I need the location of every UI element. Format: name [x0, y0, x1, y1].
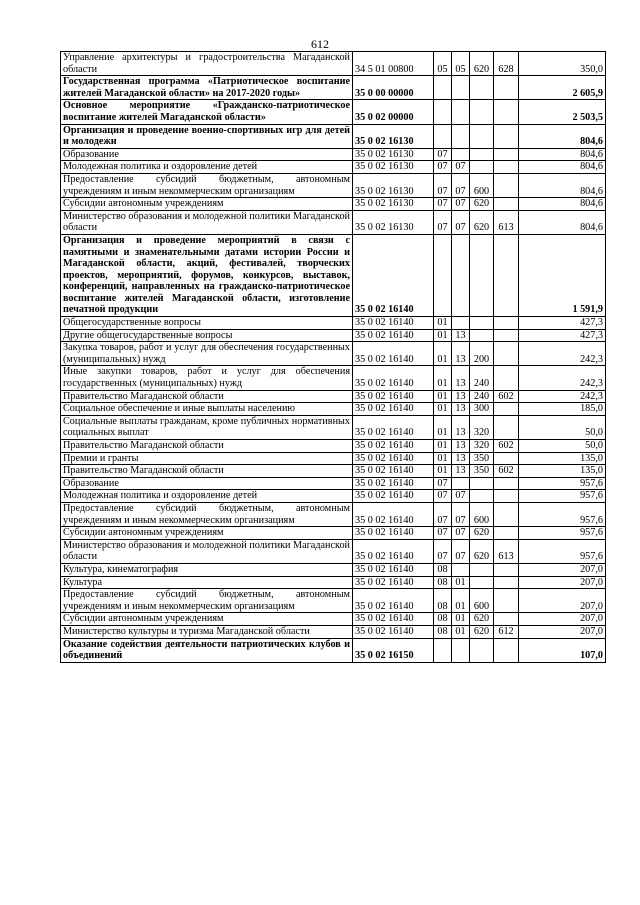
ministry-code: 602	[494, 440, 519, 453]
target-code: 35 0 02 16140	[353, 403, 434, 416]
row-name: Предоставление субсидий бюджетным, автономным учреждениям и иным некоммерческим организациям	[61, 502, 353, 526]
row-name: Министерство образования и молодежной политики Магаданской области	[61, 210, 353, 234]
ministry-code: 613	[494, 539, 519, 563]
amount: 207,0	[519, 563, 606, 576]
table-row	[61, 465, 606, 478]
subsection-code: 01	[452, 613, 470, 626]
table-row	[61, 76, 606, 100]
section-code: 01	[434, 390, 452, 403]
ministry-code	[494, 366, 519, 390]
section-code: 08	[434, 613, 452, 626]
ministry-code: 602	[494, 390, 519, 403]
table-row	[61, 161, 606, 174]
section-code: 01	[434, 440, 452, 453]
amount: 957,6	[519, 477, 606, 490]
subsection-code	[452, 234, 470, 316]
table-row	[61, 452, 606, 465]
ministry-code	[494, 173, 519, 197]
target-code: 35 0 02 16140	[353, 625, 434, 638]
table-row	[61, 477, 606, 490]
table-row	[61, 563, 606, 576]
section-code: 07	[434, 502, 452, 526]
ministry-code	[494, 415, 519, 439]
section-code: 01	[434, 452, 452, 465]
section-code: 07	[434, 539, 452, 563]
amount: 957,6	[519, 539, 606, 563]
subsection-code: 07	[452, 173, 470, 197]
section-code: 01	[434, 317, 452, 330]
target-code: 35 0 02 16140	[353, 502, 434, 526]
subsection-code: 07	[452, 539, 470, 563]
amount: 135,0	[519, 465, 606, 478]
subsection-code: 13	[452, 465, 470, 478]
target-code: 35 0 02 16140	[353, 452, 434, 465]
expense-type-code	[470, 490, 494, 503]
table-row	[61, 589, 606, 613]
subsection-code	[452, 100, 470, 124]
ministry-code: 612	[494, 625, 519, 638]
expense-type-code: 620	[470, 52, 494, 76]
row-name: Министерство образования и молодежной политики Магаданской области	[61, 539, 353, 563]
section-code: 01	[434, 329, 452, 342]
section-code: 08	[434, 576, 452, 589]
expense-type-code: 620	[470, 613, 494, 626]
expense-type-code	[470, 161, 494, 174]
expense-type-code	[470, 234, 494, 316]
expense-type-code: 240	[470, 366, 494, 390]
section-code: 08	[434, 563, 452, 576]
amount: 242,3	[519, 390, 606, 403]
target-code: 35 0 02 00000	[353, 100, 434, 124]
ministry-code	[494, 234, 519, 316]
ministry-code	[494, 124, 519, 148]
table-row	[61, 390, 606, 403]
ministry-code	[494, 589, 519, 613]
table-row	[61, 403, 606, 416]
subsection-code: 13	[452, 440, 470, 453]
budget-table-body	[61, 52, 606, 663]
amount: 427,3	[519, 317, 606, 330]
ministry-code: 628	[494, 52, 519, 76]
subsection-code: 13	[452, 342, 470, 366]
target-code: 35 0 02 16140	[353, 539, 434, 563]
target-code: 35 0 02 16140	[353, 415, 434, 439]
row-name: Общегосударственные вопросы	[61, 317, 353, 330]
expense-type-code: 620	[470, 527, 494, 540]
subsection-code: 07	[452, 161, 470, 174]
target-code: 35 0 02 16130	[353, 173, 434, 197]
expense-type-code	[470, 576, 494, 589]
section-code	[434, 76, 452, 100]
amount: 804,6	[519, 210, 606, 234]
section-code: 01	[434, 403, 452, 416]
amount: 135,0	[519, 452, 606, 465]
ministry-code	[494, 100, 519, 124]
row-name: Предоставление субсидий бюджетным, автономным учреждениям и иным некоммерческим организациям	[61, 173, 353, 197]
table-row	[61, 317, 606, 330]
ministry-code	[494, 502, 519, 526]
target-code: 35 0 02 16140	[353, 527, 434, 540]
row-name: Молодежная политика и оздоровление детей	[61, 161, 353, 174]
subsection-code: 13	[452, 415, 470, 439]
row-name: Субсидии автономным учреждениям	[61, 613, 353, 626]
row-name: Управление архитектуры и градостроительства Магаданской области	[61, 52, 353, 76]
section-code: 01	[434, 465, 452, 478]
expense-type-code	[470, 563, 494, 576]
expense-type-code: 620	[470, 625, 494, 638]
subsection-code: 05	[452, 52, 470, 76]
section-code: 01	[434, 415, 452, 439]
target-code: 35 0 02 16140	[353, 589, 434, 613]
table-row	[61, 576, 606, 589]
table-row	[61, 502, 606, 526]
target-code: 35 0 02 16140	[353, 576, 434, 589]
expense-type-code	[470, 76, 494, 100]
ministry-code	[494, 148, 519, 161]
page-number: 612	[311, 37, 329, 51]
subsection-code	[452, 317, 470, 330]
table-row	[61, 638, 606, 662]
expense-type-code: 200	[470, 342, 494, 366]
ministry-code: 602	[494, 465, 519, 478]
row-name: Премии и гранты	[61, 452, 353, 465]
amount: 50,0	[519, 440, 606, 453]
subsection-code: 01	[452, 589, 470, 613]
table-row	[61, 329, 606, 342]
section-code: 07	[434, 210, 452, 234]
expense-type-code: 350	[470, 452, 494, 465]
subsection-code: 13	[452, 403, 470, 416]
section-code	[434, 638, 452, 662]
expense-type-code	[470, 148, 494, 161]
amount: 804,6	[519, 198, 606, 211]
row-name: Правительство Магаданской области	[61, 465, 353, 478]
subsection-code: 13	[452, 390, 470, 403]
table-row	[61, 210, 606, 234]
table-row	[61, 173, 606, 197]
ministry-code	[494, 576, 519, 589]
expense-type-code: 350	[470, 465, 494, 478]
row-name: Молодежная политика и оздоровление детей	[61, 490, 353, 503]
amount: 242,3	[519, 366, 606, 390]
section-code: 07	[434, 490, 452, 503]
subsection-code: 07	[452, 502, 470, 526]
target-code: 35 0 02 16130	[353, 124, 434, 148]
amount: 1 591,9	[519, 234, 606, 316]
section-code	[434, 100, 452, 124]
target-code: 35 0 02 16140	[353, 465, 434, 478]
target-code: 35 0 02 16140	[353, 477, 434, 490]
subsection-code	[452, 638, 470, 662]
target-code: 35 0 02 16140	[353, 234, 434, 316]
target-code: 35 0 02 16130	[353, 198, 434, 211]
expense-type-code	[470, 124, 494, 148]
row-name: Министерство культуры и туризма Магаданской области	[61, 625, 353, 638]
target-code: 35 0 02 16140	[353, 342, 434, 366]
expense-type-code: 600	[470, 589, 494, 613]
target-code: 35 0 02 16130	[353, 210, 434, 234]
row-name: Основное мероприятие «Гражданско-патриотическое воспитание жителей Магаданской области»	[61, 100, 353, 124]
row-name: Организация и проведение военно-спортивных игр для детей и молодежи	[61, 124, 353, 148]
row-name: Культура, кинематография	[61, 563, 353, 576]
amount: 804,6	[519, 148, 606, 161]
target-code: 35 0 02 16140	[353, 613, 434, 626]
amount: 957,6	[519, 502, 606, 526]
section-code: 07	[434, 173, 452, 197]
amount: 207,0	[519, 589, 606, 613]
row-name: Иные закупки товаров, работ и услуг для обеспечения государственных (муниципальных) нужд	[61, 366, 353, 390]
row-name: Субсидии автономным учреждениям	[61, 527, 353, 540]
subsection-code	[452, 563, 470, 576]
table-row	[61, 440, 606, 453]
ministry-code	[494, 76, 519, 100]
amount: 207,0	[519, 613, 606, 626]
subsection-code: 01	[452, 625, 470, 638]
expense-type-code	[470, 317, 494, 330]
expense-type-code: 600	[470, 502, 494, 526]
amount: 804,6	[519, 173, 606, 197]
table-row	[61, 415, 606, 439]
ministry-code	[494, 452, 519, 465]
section-code	[434, 124, 452, 148]
expense-type-code: 320	[470, 440, 494, 453]
ministry-code	[494, 329, 519, 342]
target-code: 35 0 02 16140	[353, 440, 434, 453]
expense-type-code: 620	[470, 539, 494, 563]
expense-type-code	[470, 329, 494, 342]
section-code: 01	[434, 366, 452, 390]
table-row	[61, 366, 606, 390]
ministry-code	[494, 317, 519, 330]
expense-type-code	[470, 638, 494, 662]
ministry-code	[494, 477, 519, 490]
subsection-code	[452, 148, 470, 161]
target-code: 34 5 01 00800	[353, 52, 434, 76]
section-code: 08	[434, 625, 452, 638]
target-code: 35 0 02 16130	[353, 148, 434, 161]
budget-table	[60, 51, 606, 663]
row-name: Организация и проведение мероприятий в связи с памятными и знаменательными датами истории России и Магаданской области, акций, фестивалей, творческих проектов, мероприятий, форумов, конкурсов, выставок, конференций, направленных на гражданско-патриотическое воспитание жителей Магаданской области, изготовление печатной продукции	[61, 234, 353, 316]
subsection-code	[452, 124, 470, 148]
row-name: Социальные выплаты гражданам, кроме публичных нормативных социальных выплат	[61, 415, 353, 439]
ministry-code	[494, 563, 519, 576]
table-row	[61, 527, 606, 540]
ministry-code	[494, 161, 519, 174]
amount: 207,0	[519, 576, 606, 589]
target-code: 35 0 02 16140	[353, 366, 434, 390]
amount: 50,0	[519, 415, 606, 439]
target-code: 35 0 02 16140	[353, 317, 434, 330]
table-row	[61, 234, 606, 316]
section-code: 07	[434, 161, 452, 174]
target-code: 35 0 02 16140	[353, 329, 434, 342]
section-code: 07	[434, 198, 452, 211]
subsection-code	[452, 76, 470, 100]
ministry-code	[494, 342, 519, 366]
table-row	[61, 625, 606, 638]
ministry-code: 613	[494, 210, 519, 234]
subsection-code: 13	[452, 366, 470, 390]
ministry-code	[494, 403, 519, 416]
row-name: Правительство Магаданской области	[61, 440, 353, 453]
section-code	[434, 234, 452, 316]
expense-type-code	[470, 477, 494, 490]
expense-type-code: 600	[470, 173, 494, 197]
amount: 207,0	[519, 625, 606, 638]
expense-type-code: 620	[470, 198, 494, 211]
row-name: Субсидии автономным учреждениям	[61, 198, 353, 211]
section-code: 07	[434, 527, 452, 540]
expense-type-code	[470, 100, 494, 124]
subsection-code: 07	[452, 490, 470, 503]
subsection-code: 13	[452, 452, 470, 465]
subsection-code: 07	[452, 198, 470, 211]
subsection-code: 01	[452, 576, 470, 589]
table-row	[61, 342, 606, 366]
row-name: Культура	[61, 576, 353, 589]
row-name: Образование	[61, 477, 353, 490]
ministry-code	[494, 613, 519, 626]
table-row	[61, 198, 606, 211]
target-code: 35 0 02 16140	[353, 390, 434, 403]
target-code: 35 0 02 16140	[353, 563, 434, 576]
row-name: Государственная программа «Патриотическое воспитание жителей Магаданской области» на 2017-2020 годы»	[61, 76, 353, 100]
table-row	[61, 613, 606, 626]
amount: 350,0	[519, 52, 606, 76]
table-row	[61, 124, 606, 148]
amount: 804,6	[519, 161, 606, 174]
subsection-code: 07	[452, 527, 470, 540]
row-name: Закупка товаров, работ и услуг для обеспечения государственных (муниципальных) нужд	[61, 342, 353, 366]
expense-type-code: 300	[470, 403, 494, 416]
amount: 107,0	[519, 638, 606, 662]
amount: 427,3	[519, 329, 606, 342]
expense-type-code: 320	[470, 415, 494, 439]
row-name: Образование	[61, 148, 353, 161]
table-row	[61, 52, 606, 76]
table-row	[61, 148, 606, 161]
table-row	[61, 100, 606, 124]
amount: 957,6	[519, 527, 606, 540]
expense-type-code: 240	[470, 390, 494, 403]
section-code: 08	[434, 589, 452, 613]
amount: 804,6	[519, 124, 606, 148]
table-row	[61, 490, 606, 503]
table-row	[61, 539, 606, 563]
amount: 185,0	[519, 403, 606, 416]
section-code: 07	[434, 477, 452, 490]
ministry-code	[494, 638, 519, 662]
row-name: Предоставление субсидий бюджетным, автономным учреждениям и иным некоммерческим организациям	[61, 589, 353, 613]
expense-type-code: 620	[470, 210, 494, 234]
amount: 957,6	[519, 490, 606, 503]
row-name: Социальное обеспечение и иные выплаты населению	[61, 403, 353, 416]
target-code: 35 0 02 16130	[353, 161, 434, 174]
subsection-code	[452, 477, 470, 490]
ministry-code	[494, 490, 519, 503]
target-code: 35 0 02 16140	[353, 490, 434, 503]
row-name: Оказание содействия деятельности патриотических клубов и объединений	[61, 638, 353, 662]
amount: 2 605,9	[519, 76, 606, 100]
subsection-code: 07	[452, 210, 470, 234]
target-code: 35 0 02 16150	[353, 638, 434, 662]
section-code: 05	[434, 52, 452, 76]
section-code: 01	[434, 342, 452, 366]
section-code: 07	[434, 148, 452, 161]
row-name: Правительство Магаданской области	[61, 390, 353, 403]
amount: 2 503,5	[519, 100, 606, 124]
subsection-code: 13	[452, 329, 470, 342]
amount: 242,3	[519, 342, 606, 366]
row-name: Другие общегосударственные вопросы	[61, 329, 353, 342]
ministry-code	[494, 198, 519, 211]
target-code: 35 0 00 00000	[353, 76, 434, 100]
ministry-code	[494, 527, 519, 540]
